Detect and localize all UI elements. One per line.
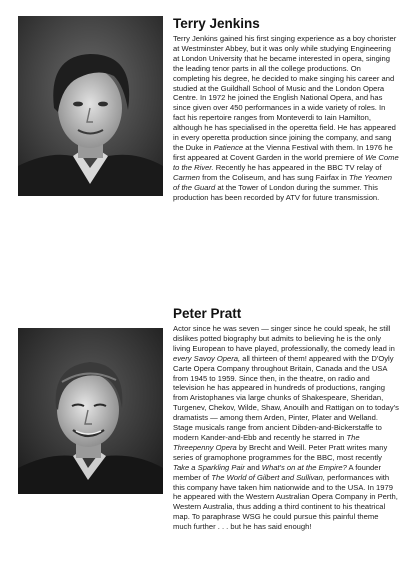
performer-name: Peter Pratt bbox=[173, 306, 242, 321]
bio-section-terry-jenkins bbox=[173, 16, 399, 202]
text-run: performances with this company have taken him nationwide and to the USA. In 1979 he appeared with the Western Australian Opera Company in Perth, Western Australia, thus adding a third continent to his theatrical map. To paraphrase WSG he could pursue this painful theme much further . . . but he has said enough! bbox=[173, 472, 398, 532]
text-run: at the Vienna Festival with them. In 1976 he first appeared at Covent Garden in the world premiere of bbox=[173, 142, 393, 162]
text-run: at the Tower of London during the summer. This production has been recorded by ATV for future transmission. bbox=[173, 182, 380, 202]
bio-section-peter-pratt bbox=[173, 306, 399, 532]
text-run: Recently he has appeared in the BBC TV relay of bbox=[213, 162, 382, 172]
italic-title: The Yeomen of the Guard bbox=[173, 172, 392, 192]
portrait-photo-terry-jenkins bbox=[18, 16, 163, 196]
text-run: Actor since he was seven — singer since he could speak, he still dislikes potted biography but admits to believing he is the only living European to have played, professionally, the comedy lead in bbox=[173, 324, 395, 353]
italic-title: The World of Gilbert and Sullivan, bbox=[211, 472, 325, 482]
text-run: and bbox=[244, 462, 262, 472]
italic-title: We Come to the River. bbox=[173, 152, 399, 172]
text-run: all thirteen of them! appeared with the D'Oyly Carte Opera Company throughout Britain, Canada and the USA from 1945 to 1959. Since then, in the theatre, on radio and television he has appeared in hundreds of productions, ranging from Aristophanes via large chunks of Shakespeare, Sheridan, Turgenev, Chekov, Wilde, Shaw, Anouilh and Rattigan on to today's dramatists — among them Arden, Pinter, Plater and Welland. Stage musicals range from ancient Dibden-and-Bickerstaffe to modern Kander-and-Ebb and recently he starred in bbox=[173, 353, 399, 442]
italic-title: What's on at the Empire? bbox=[261, 462, 347, 472]
text-run: from the Coliseum, and has sung Fairfax in bbox=[200, 172, 350, 182]
biography-text bbox=[173, 34, 399, 202]
italic-title: Take a Sparkling Pair bbox=[173, 462, 245, 472]
performer-name: Terry Jenkins bbox=[173, 16, 260, 31]
text-run: A founder member of bbox=[173, 462, 382, 482]
italic-title: Patience bbox=[213, 142, 244, 152]
portrait-photo-peter-pratt bbox=[18, 328, 163, 494]
text-run: by Brecht and Weill. Peter Pratt writes many series of gramophone programmes for the BBC, most recently bbox=[173, 442, 388, 462]
italic-title: every Savoy Opera, bbox=[173, 353, 241, 363]
italic-title: Carmen bbox=[173, 172, 201, 182]
italic-title: The Threepenny Opera bbox=[173, 432, 360, 452]
text-run: Terry Jenkins gained his first singing experience as a boy chorister at Westminster Abbey, but it was only while studying Engineering at London University that he became interested in opera, singing the leading tenor parts in all the college productions. On completing his degree, he decided to make singing his career and studied at the Guildhall School of Music and the London Opera Centre. In 1972 he joined the English National Opera, and has since given over 450 performances in a wide variety of roles. In fact his repertoire ranges from Monteverdi to Iain Hamilton, although he has specialised in the operetta field. He has appeared in every operetta production since joining the company, and sang the Duke in bbox=[173, 34, 397, 152]
biography-text bbox=[173, 324, 399, 532]
